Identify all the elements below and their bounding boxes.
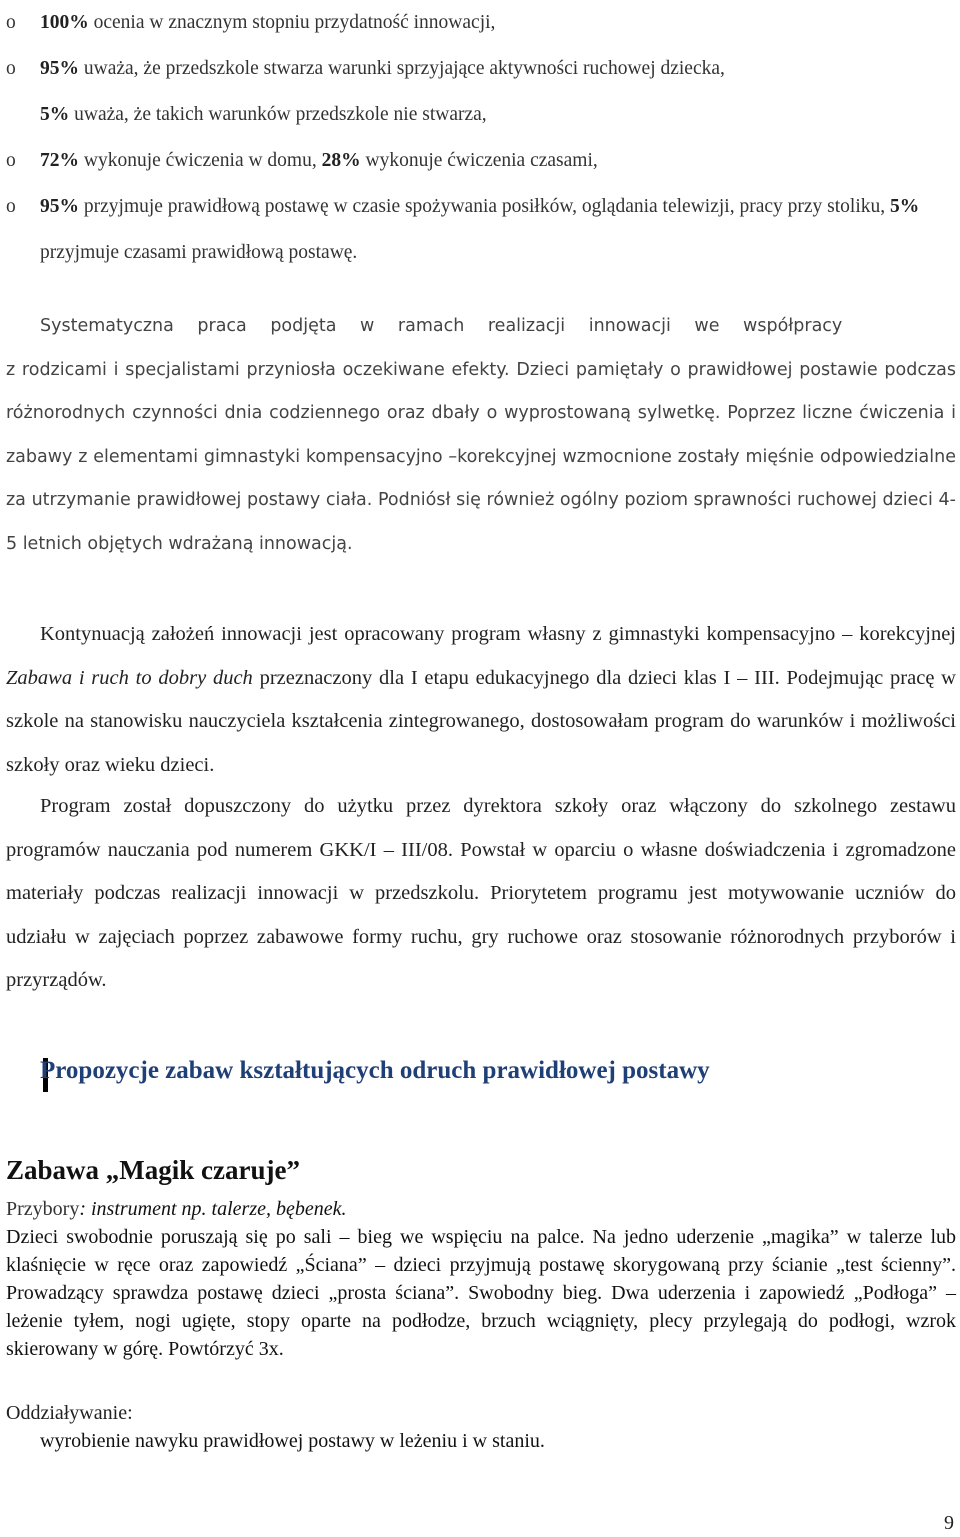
paragraph-text: Kontynuacją założeń innowacji jest opracowany program własny z gimnastyki kompensacyjno – korekcyjnej xyxy=(40,623,956,645)
page-number: 9 xyxy=(944,1512,954,1534)
section-heading: Propozycje zabaw kształtujących odruch prawidłowej postawy xyxy=(40,1057,710,1084)
tools-label: Przybory xyxy=(6,1198,80,1220)
paragraph-text: przeznaczony dla I etapu edukacyjnego dla dzieci klas I – III. Podejmując pracę w szkole na stanowisku nauczyciela kształcenia zintegrowanego, dostosowałam program do warunków i możliwości szkoły oraz wieku dzieci. xyxy=(6,666,956,776)
bullet-marker: o xyxy=(6,150,16,171)
list-item xyxy=(6,184,956,276)
impact-value: wyrobienie nawyku prawidłowej postawy w leżeniu i w staniu. xyxy=(40,1430,545,1452)
program-title: Zabawa i ruch to dobry duch xyxy=(6,666,253,689)
list-item-text: ocenia w znacznym stopniu przydatność innowacji, xyxy=(88,12,496,33)
paragraph-first-line: Systematyczna praca podjęta w ramach realizacji innowacji we współpracy xyxy=(40,316,843,336)
bullet-marker: o xyxy=(6,12,16,33)
paragraph-approval: Program został dopuszczony do użytku przez dyrektora szkoły oraz włączony do szkolnego zestawu programów nauczania pod numerem GKK/I – III/08. Powstał w oparciu o własne doświadczenia i zgromadzone materiały podczas realizacji innowacji w przedszkolu. Priorytetem programu jest motywowanie uczniów do udziału w zajęciach poprzez zabawowe formy ruchu, gry ruchowe oraz stosowanie różnorodnych przyborów i przyrządów. xyxy=(6,795,956,991)
list-item xyxy=(6,138,956,184)
impact-label: Oddziaływanie: xyxy=(6,1402,133,1424)
percentage: 100% xyxy=(40,12,89,33)
percentage: 5% xyxy=(890,196,920,217)
percentage: 72% xyxy=(40,150,79,171)
list-item xyxy=(6,0,956,46)
paragraph-program xyxy=(6,613,956,787)
game-title: Zabawa „Magik czaruje” xyxy=(6,1155,300,1185)
game-tools xyxy=(6,1195,956,1223)
list-item-text: przyjmuje prawidłową postawę w czasie spożywania posiłków, oglądania telewizji, pracy przy stoliku, xyxy=(79,196,890,217)
list-item xyxy=(6,92,956,138)
list-item-text: wykonuje ćwiczenia czasami, xyxy=(360,150,598,171)
game-description: Dzieci swobodnie poruszają się po sali – bieg we wspięciu na palce. Na jedno uderzenie „magika” w talerze lub klaśnięcie w ręce oraz zapowiedź „Ściana” – dzieci przyjmują postawę skorygowaną przy ścianie „test ścienny”. Prowadzący sprawdza postawę dzieci „prosta ściana”. Swobodny bieg. Dwa uderzenia i zapowiedź „Podłoga” – leżenie tyłem, nogi ugięte, stopy oparte na podłodze, brzuch wciągnięty, plecy przylegają do podłogi, wzrok skierowany w górę. Powtórzyć 3x. xyxy=(6,1226,956,1360)
bullet-marker: o xyxy=(6,58,16,79)
percentage: 95% xyxy=(40,196,79,217)
percentage: 95% xyxy=(40,58,79,79)
list-item-text: wykonuje ćwiczenia w domu, xyxy=(79,150,322,171)
percentage: 5% xyxy=(40,104,70,125)
survey-results-list xyxy=(6,0,956,276)
list-item xyxy=(6,46,956,92)
paragraph-body: z rodzicami i specjalistami przyniosła oczekiwane efekty. Dzieci pamiętały o prawidłowej postawie podczas różnorodnych czynności dnia codziennego oraz dbały o wyprostowaną sylwetkę. Poprzez liczne ćwiczenia i zabawy z elementami gimnastyki kompensacyjno –korekcyjnej wzmocnione zostały mięśnie odpowiedzialne za utrzymanie prawidłowej postawy ciała. Podniósł się również ogólny poziom sprawności ruchowej dzieci 4-5 letnich objętych wdrażaną innowacją. xyxy=(6,359,956,554)
tools-value: : instrument np. talerze, bębenek. xyxy=(79,1198,347,1220)
list-item-text: przyjmuje czasami prawidłową postawę. xyxy=(40,242,358,263)
bullet-marker: o xyxy=(6,196,16,217)
list-item-text: uważa, że takich warunków przedszkole nie stwarza, xyxy=(69,104,487,125)
percentage: 28% xyxy=(321,150,361,171)
list-item-text: uważa, że przedszkole stwarza warunki sprzyjające aktywności ruchowej dziecka, xyxy=(79,58,725,79)
paragraph-results xyxy=(6,305,956,566)
